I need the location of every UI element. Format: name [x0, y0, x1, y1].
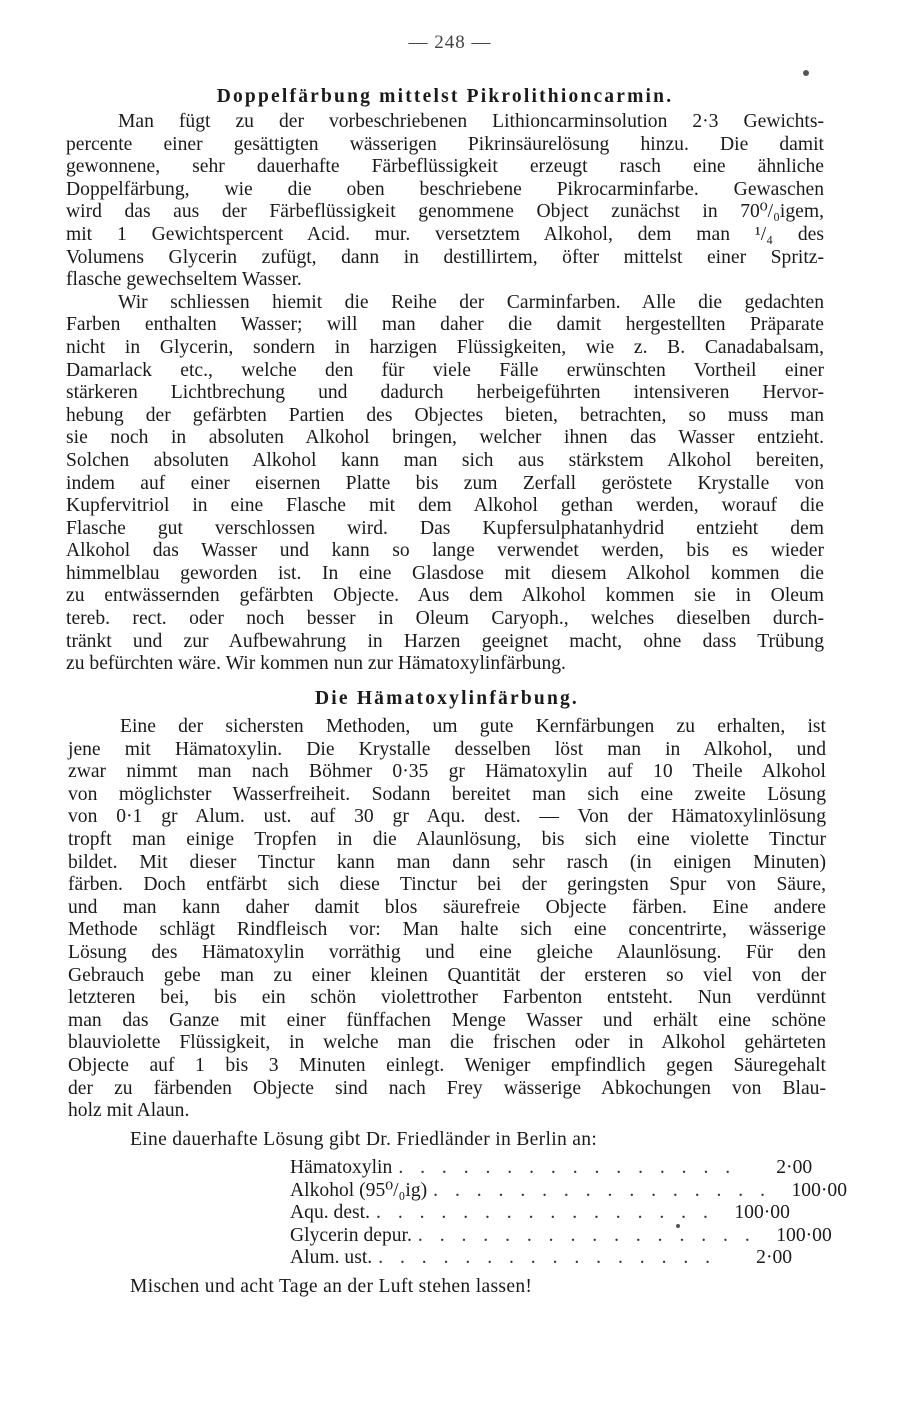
text-line: Flasche gut verschlossen wird. Das Kupfersulphatanhydrid entzieht dem [66, 517, 824, 539]
text-line: tropft man einige Tropfen in die Alaunlösung, bis sich eine violette Tinctur [68, 828, 826, 850]
text-line: holz mit Alaun. [68, 1100, 190, 1122]
text-line: sie noch in absoluten Alkohol bringen, welcher ihnen das Wasser entzieht. [66, 427, 824, 449]
text-line: stärkeren Lichtbrechung und dadurch herbeigeführten intensiveren Hervor- [66, 382, 824, 404]
text-line: Eine der sichersten Methoden, um gute Kernfärbungen zu erhalten, ist [120, 716, 826, 737]
recipe-row [290, 1247, 793, 1270]
text-line: Methode schlägt Rindfleisch vor: Man halte sich eine concentrirte, wässerige [68, 919, 826, 941]
leader-dots: . . . . . . . . . . . . . . . . [398, 1157, 737, 1178]
page-number: — 248 — [408, 32, 492, 53]
section-haematoxylin [68, 688, 826, 1151]
text-line: Man fügt zu der vorbeschriebenen Lithioncarminsolution 2·3 Gewichts- [118, 111, 824, 132]
text-line: man das Ganze mit einer fünffachen Menge Wasser und erhält eine schöne [68, 1009, 826, 1031]
recipe-row [290, 1224, 832, 1248]
section-title: Doppelfärbung mittelst Pikrolithioncarmin. [216, 86, 674, 107]
text-line: Objecte auf 1 bis 3 Minuten einlegt. Weniger empfindlich gegen Säuregehalt [68, 1054, 826, 1076]
paragraph [66, 111, 824, 292]
text-line: gewonnene, sehr dauerhafte Färbeflüssigkeit erzeugt rasch eine ähnliche [66, 156, 824, 178]
paragraph [68, 716, 826, 1123]
text-line: letzteren bei, bis ein schön violettrother Farbenton entsteht. Nun verdünnt [68, 987, 826, 1009]
text-line: Damarlack etc., welche den für viele Fälle erwünschten Vortheil einer [66, 359, 824, 381]
text-line: bildet. Mit dieser Tinctur kann man dann sehr rasch (in einigen Minuten) [68, 851, 826, 873]
text-line: percente einer gesättigten wässerigen Pikrinsäurelösung hinzu. Die damit [66, 133, 824, 155]
text-line: und man kann daher damit blos säurefreie Objecte färben. Eine andere [68, 896, 826, 918]
text-line: hebung der gefärbten Partien des Objectes bieten, betrachten, so muss man [66, 404, 824, 426]
recipe-table [290, 1157, 847, 1270]
ingredient-amount: 2·00 [776, 1157, 813, 1178]
ingredient-name: Alkohol (95⁰/₀ig) [290, 1179, 428, 1201]
text-line: Solchen absoluten Alkohol kann man sich aus stärkstem Alkohol bereiten, [66, 449, 824, 471]
recipe-row [290, 1202, 790, 1225]
text-line: zu entwässernden gefärbten Objecte. Aus dem Alkohol kommen sie in Oleum [66, 585, 824, 607]
ink-speck [803, 70, 809, 76]
text-line: zwar nimmt man nach Böhmer 0·35 gr Hämatoxylin auf 10 Theile Alkohol [68, 761, 826, 783]
text-line: Kupfervitriol in eine Flasche mit dem Alkohol gethan werden, worauf die [66, 495, 824, 517]
text-line: zu befürchten wäre. Wir kommen nun zur Hämatoxylinfärbung. [66, 653, 566, 675]
leader-dots: . . . . . . . . . . . . . . . . [376, 1202, 714, 1224]
text-line: nicht in Glycerin, sondern in harzigen Flüssigkeiten, wie z. B. Canadabalsam, [66, 336, 824, 358]
text-line: tereb. rect. oder noch besser in Oleum Caryoph., welches dieselben durch- [66, 608, 824, 630]
ingredient-name: Alum. ust. [290, 1247, 373, 1269]
text-line: Wir schliessen hiemit die Reihe der Carminfarben. Alle die gedachten [118, 291, 824, 313]
ingredient-name: Aqu. dest. [290, 1202, 371, 1224]
text-line: Lösung des Hämatoxylin vorräthig und eine gleiche Alaunlösung. Für den [68, 941, 826, 963]
leader-dots: . . . . . . . . . . . . . . . . [417, 1224, 756, 1246]
text-line: himmelblau geworden ist. In eine Glasdose mit diesem Alkohol kommen die [66, 562, 824, 584]
text-line: von 0·1 gr Alum. ust. auf 30 gr Aqu. dest. — Von der Hämatoxylinlösung [68, 806, 826, 828]
text-line: Volumens Glycerin zufügt, dann in destillirtem, öfter mittelst einer Spritz- [66, 246, 824, 268]
recipe-intro: Eine dauerhafte Lösung gibt Dr. Friedländer in Berlin an: [130, 1128, 598, 1150]
recipe-row [290, 1157, 813, 1180]
text-line: der zu färbenden Objecte sind nach Frey wässerige Abkochungen von Blau- [68, 1077, 826, 1099]
text-line: tränkt und zur Aufbewahrung in Harzen geeignet macht, ohne dass Trübung [66, 630, 824, 652]
text-line: jene mit Hämatoxylin. Die Krystalle desselben löst man in Alkohol, und [68, 738, 826, 760]
text-line: mit 1 Gewichtspercent Acid. mur. versetztem Alkohol, dem man ¹/₄ des [66, 223, 824, 245]
leader-dots: . . . . . . . . . . . . . . . . [378, 1247, 717, 1269]
ingredient-amount: 100·00 [791, 1179, 847, 1201]
closing-instruction: Mischen und acht Tage an der Luft stehen lassen! [130, 1276, 533, 1297]
leader-dots: . . . . . . . . . . . . . . . . [433, 1179, 771, 1201]
text-line: Gebrauch gebe man zu einer kleinen Quantität der ersteren so viel von der [68, 964, 826, 986]
ingredient-amount: 2·00 [756, 1247, 793, 1269]
text-line: blauviolette Flüssigkeit, in welche man die frischen oder in Alkohol gehärteten [68, 1032, 826, 1054]
text-line: Farben enthalten Wasser; will man daher die damit hergestellten Präparate [66, 314, 824, 336]
ingredient-amount: 100·00 [776, 1224, 832, 1246]
text-line: wird das aus der Färbeflüssigkeit genommene Object zunächst in 70⁰/₀igem, [66, 201, 824, 223]
recipe-row [290, 1179, 847, 1203]
section-pikrolithioncarmin [66, 86, 824, 676]
text-line: Alkohol das Wasser und kann so lange verwendet werden, bis es wieder [66, 540, 824, 562]
text-line: Doppelfärbung, wie die oben beschriebene Pikrocarminfarbe. Gewaschen [66, 178, 824, 200]
ingredient-amount: 100·00 [734, 1202, 790, 1224]
ingredient-name: Glycerin depur. [290, 1224, 412, 1246]
section-title: Die Hämatoxylinfärbung. [314, 688, 580, 709]
paragraph [66, 292, 824, 676]
text-line: flasche gewechseltem Wasser. [66, 269, 302, 291]
ingredient-name: Hämatoxylin [290, 1157, 393, 1178]
text-line: von möglichster Wasserfreiheit. Sodann bereitet man sich eine zweite Lösung [68, 783, 826, 805]
text-line: indem auf einer eisernen Platte bis zum Zerfall geröstete Krystalle von [66, 472, 824, 494]
text-line: färben. Doch entfärbt sich diese Tinctur bei der geringsten Spur von Säure, [68, 874, 826, 896]
